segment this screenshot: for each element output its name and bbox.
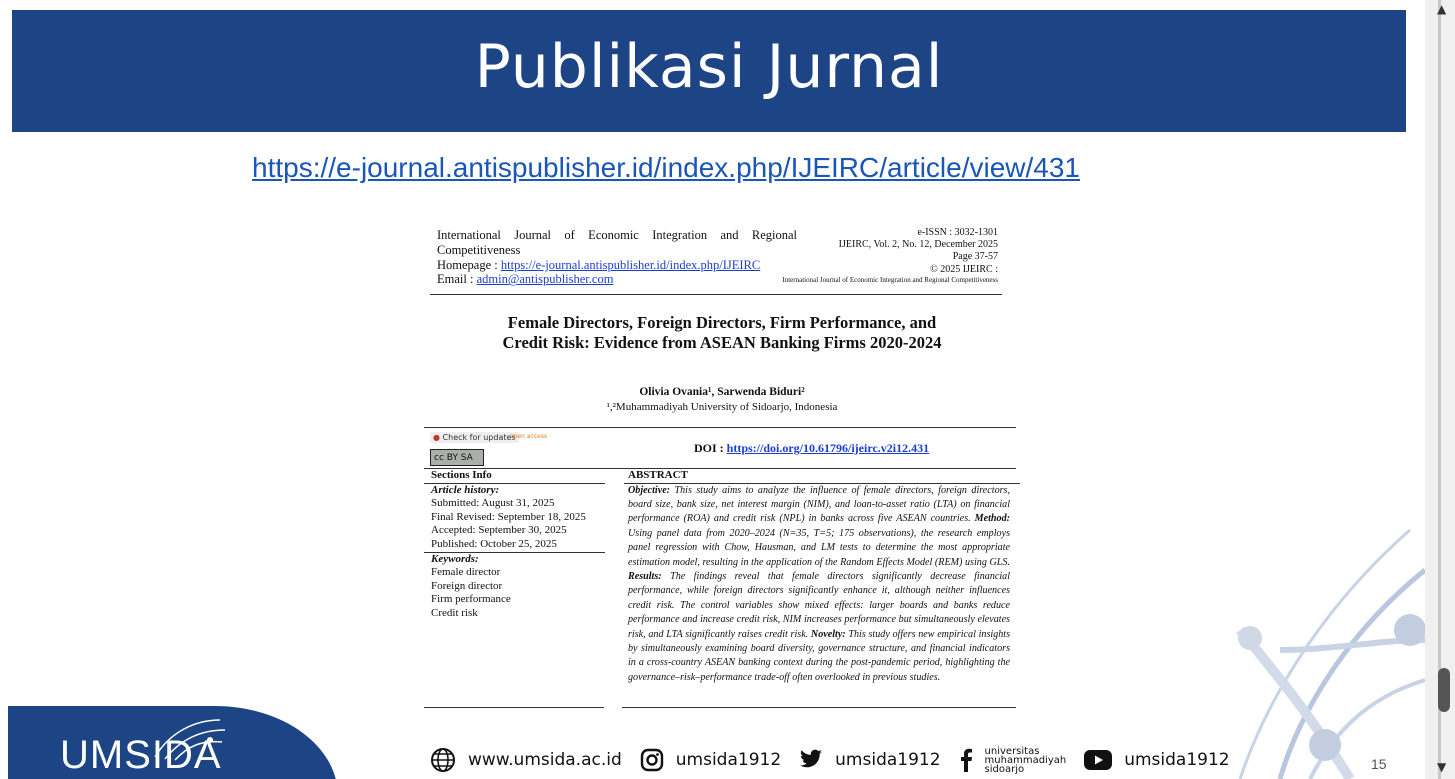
facebook-line2: muhammadiyah — [984, 754, 1067, 766]
page-number: 15 — [1371, 756, 1387, 772]
divider — [430, 294, 1002, 295]
website-text: www.umsida.ac.id — [468, 750, 622, 770]
twitter-handle: umsida1912 — [835, 750, 941, 770]
slide-title: Publikasi Jurnal — [474, 32, 944, 102]
pages: Page 37-57 — [952, 251, 998, 263]
novelty-text: This study offers new empirical insights by simultaneously examining board diversity, governance structure, and financial indicators in a cross-country ASEAN banking context during the post-pandemic period, highlighting the governance–risk–performance trade-off often overlooked in previous studies. — [628, 628, 1010, 683]
doi-link[interactable]: https://doi.org/10.61796/ijeirc.v2i12.431 — [726, 441, 930, 455]
keyword-item: Female director — [431, 566, 501, 579]
method-text: Using panel data from 2020–2024 (N=35, T=5; 175 observations), the research employs panel regression with Chow, Hausman, and LM tests to determine the most appropriate estimation model, resulting in the application of the Random Effects Model (REM) using GLS. — [628, 527, 1010, 568]
journal-name: International Journal of Economic Integration and Regional Competitiveness — [437, 228, 797, 257]
sections-info-heading: Sections Info — [424, 469, 605, 484]
keyword-item: Foreign director — [431, 579, 503, 592]
scroll-up-arrow-icon[interactable]: ▲ — [1437, 2, 1447, 16]
email-link[interactable]: admin@antispublisher.com — [476, 272, 614, 287]
check-updates-label: Check for updates — [442, 433, 516, 442]
facebook-item[interactable] — [959, 747, 1067, 774]
slide-header — [12, 10, 1406, 132]
email-line — [437, 272, 797, 287]
homepage-label: Homepage : — [437, 257, 501, 272]
article-link[interactable]: https://e-journal.antispublisher.id/index.php/IJEIRC/article/view/431 — [252, 152, 1080, 183]
accepted-date: Accepted: September 30, 2025 — [431, 524, 567, 537]
open-access-badge: open access — [510, 433, 548, 440]
novelty-label: Novelty: — [810, 628, 846, 640]
eissn: e-ISSN : 3032-1301 — [917, 227, 998, 238]
umsida-logo: UMSIDA — [60, 733, 222, 777]
facebook-icon — [959, 748, 973, 772]
paper-title-line2: Credit Risk: Evidence from ASEAN Banking Firms 2020-2024 — [502, 333, 942, 352]
homepage-link[interactable]: https://e-journal.antispublisher.id/index.php/IJEIRC — [500, 257, 761, 272]
paper-title — [424, 313, 1020, 353]
facebook-text — [985, 747, 1067, 774]
twitter-icon — [799, 749, 823, 771]
email-label: Email : — [437, 272, 477, 287]
vertical-scrollbar[interactable] — [1425, 0, 1455, 779]
check-updates-icon: ● — [433, 433, 440, 442]
paper-title-line1: Female Directors, Foreign Directors, Firm Performance, and — [507, 313, 937, 332]
instagram-item[interactable] — [640, 748, 781, 772]
footer-social — [430, 745, 1248, 775]
method-label: Method: — [974, 513, 1010, 525]
divider — [424, 427, 1016, 428]
youtube-handle: umsida1912 — [1124, 750, 1230, 770]
results-label: Results: — [628, 571, 662, 583]
keyword-item: Firm performance — [431, 593, 511, 606]
published-date: Published: October 25, 2025 — [431, 537, 557, 550]
website-item[interactable] — [430, 747, 622, 773]
homepage-line — [437, 258, 797, 273]
globe-icon — [430, 747, 456, 773]
keyword-item: Credit risk — [431, 606, 478, 619]
volume: IJEIRC, Vol. 2, No. 12, December 2025 — [838, 239, 998, 251]
abstract-heading: ABSTRACT — [624, 469, 1020, 484]
doi-line — [694, 441, 929, 456]
submitted-date: Submitted: August 31, 2025 — [431, 497, 555, 510]
journal-info-right — [768, 227, 998, 284]
scroll-down-arrow-icon[interactable]: ▼ — [1437, 760, 1447, 774]
youtube-icon — [1084, 750, 1112, 770]
article-history-label: Article history: — [431, 483, 500, 496]
objective-label: Objective: — [628, 484, 671, 496]
youtube-item[interactable] — [1084, 750, 1229, 770]
objective-text: This study aims to analyze the influence of female directors, foreign directors, board size, bank size, net interest margin (NIM), and loan-to-asset ratio (LTA) on financial performance (ROA) and credit risk (NPL) in banks across five ASEAN countries. — [628, 484, 1010, 525]
cc-license-badge: cc BY SA — [430, 449, 484, 466]
doi-label: DOI : — [694, 441, 727, 455]
check-updates-badge[interactable] — [430, 432, 519, 443]
results-text: The findings reveal that female directors significantly decrease financial performance, while foreign directors significantly enhance it, although neither influences credit risk. The control variables show mixed effects: larger boards and banks reduce performance and increase credit risk, NIM increases performance but simultaneously elevates risk, and LTA significantly raises credit risk. — [628, 571, 1010, 640]
journal-info-left — [437, 228, 797, 287]
scrollbar-track — [1438, 0, 1441, 779]
abstract-text — [628, 484, 1010, 686]
decorative-swoosh — [1180, 510, 1425, 779]
sections-info — [431, 469, 603, 621]
instagram-handle: umsida1912 — [675, 750, 782, 770]
divider — [622, 707, 1016, 708]
abstract — [628, 469, 1010, 685]
affiliation: ¹,²Muhammadiyah University of Sidoarjo, Indonesia — [606, 401, 838, 413]
divider — [424, 707, 604, 708]
badges — [430, 432, 570, 472]
final-revised-date: Final Revised: September 18, 2025 — [431, 510, 586, 523]
instagram-icon — [640, 748, 664, 772]
copyright: © 2025 IJEIRC : — [930, 263, 998, 275]
twitter-item[interactable] — [799, 749, 940, 771]
copyright-sub: International Journal of Economic Integration and Regional Competitiveness — [782, 275, 998, 284]
authors: Olivia Ovania¹, Sarwenda Biduri² — [639, 386, 805, 398]
scrollbar-thumb[interactable] — [1438, 668, 1450, 712]
keywords-label: Keywords: — [431, 552, 479, 565]
facebook-line1: universitas — [984, 745, 1040, 757]
facebook-line3: sidoarjo — [984, 763, 1025, 775]
